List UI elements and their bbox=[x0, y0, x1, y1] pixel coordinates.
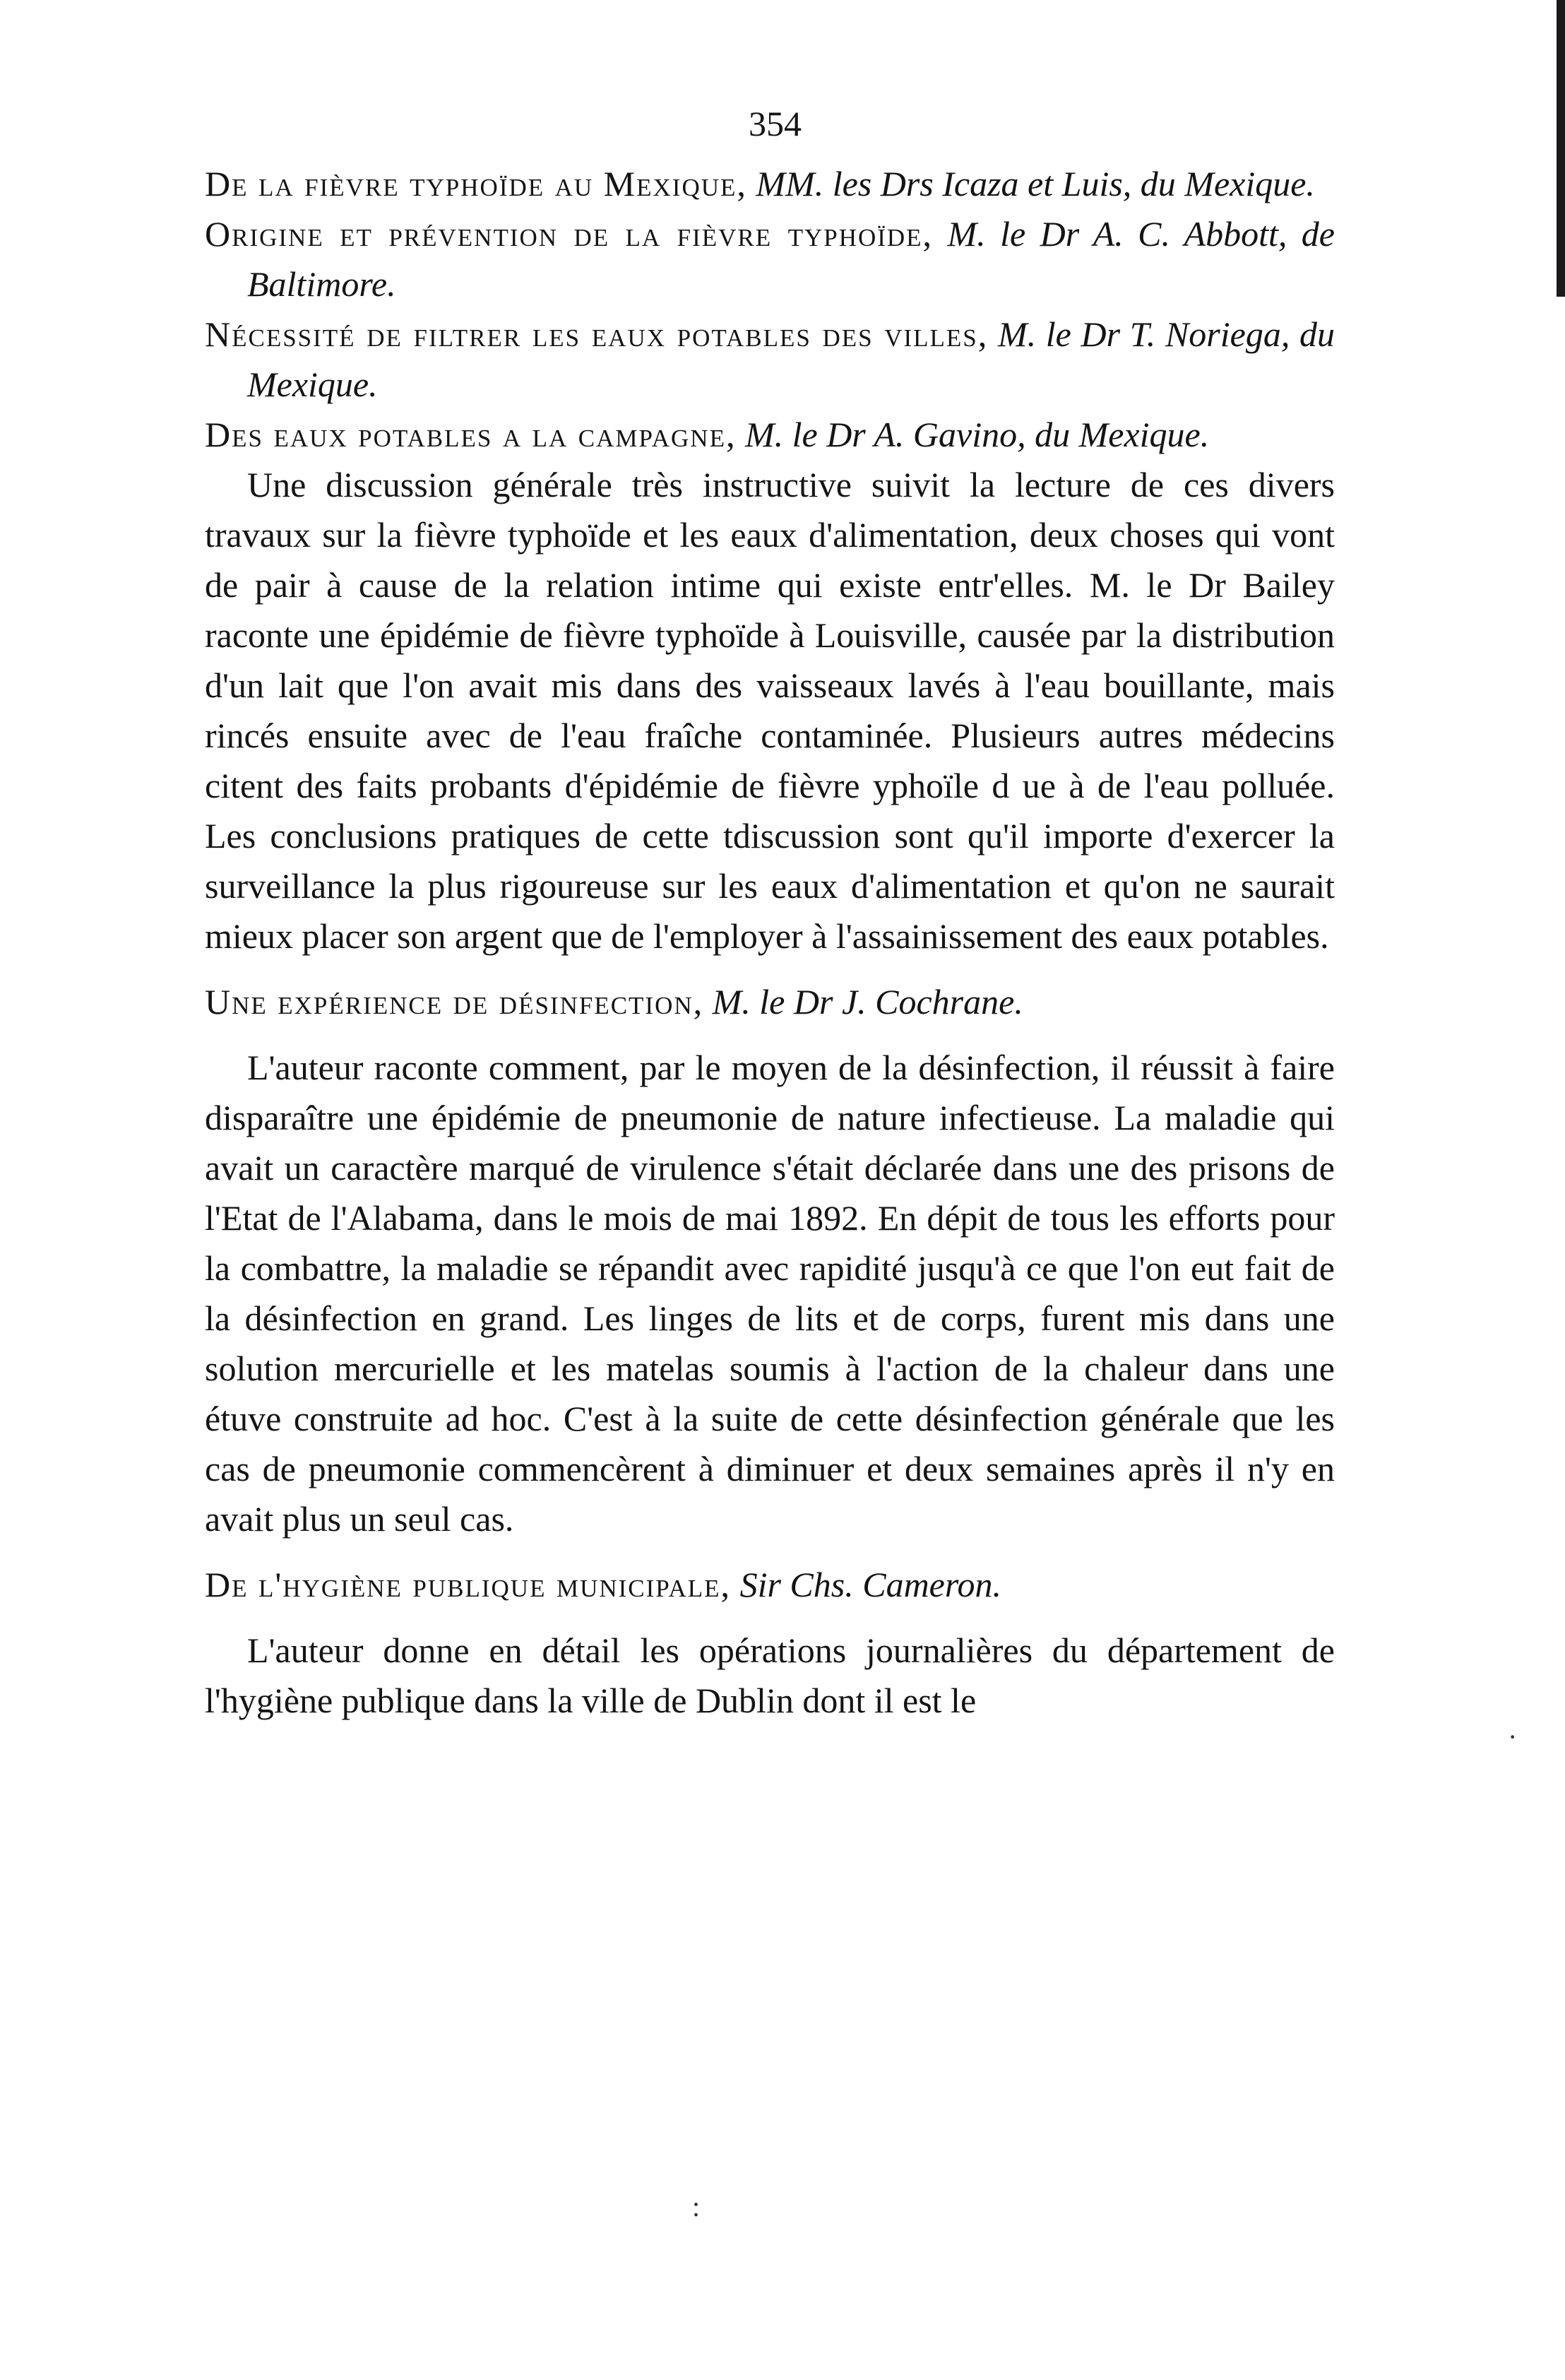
entry-title: Nécessité de filtrer les eaux potables des villes, bbox=[205, 314, 989, 354]
entry-title: De l'hygiène publique municipale, bbox=[205, 1565, 732, 1604]
entry-title: Une expérience de désinfection, bbox=[205, 982, 704, 1022]
binding-edge bbox=[1557, 0, 1565, 297]
speck-mark: : bbox=[692, 2191, 701, 2222]
page-number: 354 bbox=[749, 104, 802, 143]
entry-title: De la fièvre typhoïde au Mexique, bbox=[205, 164, 747, 203]
entry-disinfection bbox=[205, 977, 1335, 1027]
entry-water-filtration bbox=[205, 309, 1335, 410]
speck-mark: · bbox=[1508, 1721, 1518, 1753]
entry-author: M. le Dr J. Cochrane. bbox=[712, 982, 1023, 1022]
entry-author: M. le Dr T. Noriega, du Mexique. bbox=[247, 314, 1335, 404]
entry-municipal-hygiene bbox=[205, 1560, 1335, 1610]
entry-typhoid-prevention bbox=[205, 209, 1335, 309]
entry-author: Sir Chs. Cameron. bbox=[739, 1565, 1001, 1604]
paragraph-disinfection: L'auteur raconte comment, par le moyen de la désinfection, il réussit à faire disparaître une épidémie de pneumonie de nature infectieuse. La maladie qui avait un caractère marqué de virulence s'était déclarée dans une des prisons de l'Etat de l'Alabama, dans le mois de mai 1892. En dépit de tous les efforts pour la combattre, la maladie se répandit avec rapidité jusqu'à ce que l'on eut fait de la désinfection en grand. Les linges de lits et de corps, furent mis dans une solution mercurielle et les matelas soumis à l'action de la chaleur dans une étuve construite ad hoc. C'est à la suite de cette désinfection générale que les cas de pneumonie commencèrent à diminuer et deux semaines après il n'y en avait plus un seul cas. bbox=[205, 1048, 1335, 1539]
entry-typhoid-mexico bbox=[205, 159, 1335, 209]
entry-author: MM. les Drs Icaza et Luis, du Mexique. bbox=[756, 164, 1315, 203]
entry-title: Des eaux potables a la campagne, bbox=[205, 415, 737, 454]
paragraph-discussion: Une discussion générale très instructive suivit la lecture de ces divers travaux sur la fièvre typhoïde et les eaux d'alimentation, deux choses qui vont de pair à cause de la relation intime qui existe entr'elles. M. le Dr Bailey raconte une épidémie de fièvre typhoïde à Louisville, causée par la distribution d'un lait que l'on avait mis dans des vaisseaux lavés à l'eau bouillante, mais rincés ensuite avec de l'eau fraîche contaminée. Plusieurs autres médecins citent des faits probants d'épidémie de fièvre yphoïle d ue à de l'eau polluée. Les conclusions pratiques de cette tdiscussion sont qu'il importe d'exercer la surveillance la plus rigoureuse sur les eaux d'alimentation et qu'on ne saurait mieux placer son argent que de l'employer à l'assainissement des eaux potables. bbox=[205, 465, 1335, 956]
article-list bbox=[205, 159, 1335, 1726]
entry-author: M. le Dr A. C. Abbott, de Baltimore. bbox=[247, 214, 1335, 304]
paragraph-municipal: L'auteur donne en détail les opérations journalières du département de l'hygiène publique dans la ville de Dublin dont il est le bbox=[205, 1630, 1335, 1720]
entry-title: Origine et prévention de la fièvre typhoïde, bbox=[205, 214, 934, 254]
entry-rural-water bbox=[205, 410, 1335, 460]
entry-author: M. le Dr A. Gavino, du Mexique. bbox=[744, 415, 1210, 454]
